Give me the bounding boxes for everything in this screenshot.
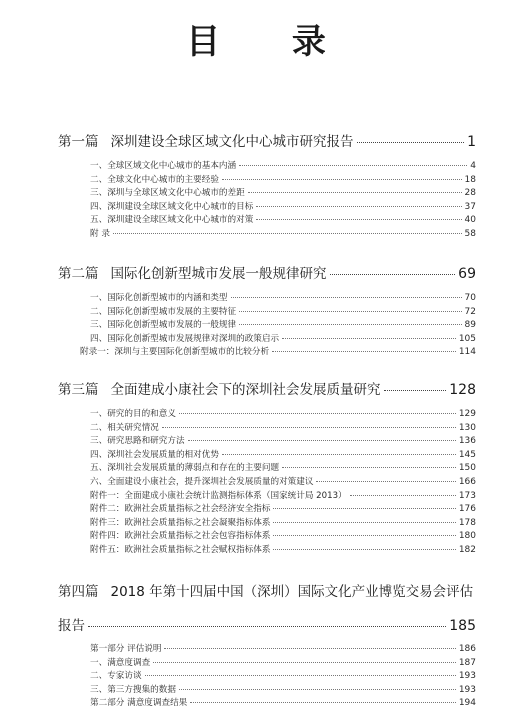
toc-entry[interactable] (58, 475, 476, 489)
toc-entry[interactable] (58, 318, 476, 332)
section-number: 第三篇 (58, 382, 99, 398)
section-page: 69 (458, 266, 476, 282)
section-page: 128 (449, 382, 476, 398)
section-page: 185 (449, 618, 476, 634)
dot-leader (164, 648, 455, 649)
toc-section-1 (58, 130, 476, 241)
section-title: 全面建成小康社会下的深圳社会发展质量研究 (110, 382, 381, 398)
entry-label: 六、全面建设小康社会，提升深圳社会发展质量的对策建议 (90, 476, 314, 487)
toc-section-2 (58, 262, 476, 359)
entry-label: 五、深圳社会发展质量的薄弱点和存在的主要问题 (90, 463, 280, 474)
dot-leader (222, 454, 456, 455)
dot-leader (273, 549, 455, 550)
entry-page: 186 (458, 644, 476, 654)
entry-page: 114 (458, 347, 476, 358)
toc-entry[interactable] (58, 407, 476, 421)
entry-page: 187 (458, 657, 476, 668)
entry-label: 二、相关研究情况 (90, 422, 159, 433)
entry-label: 附 录 (90, 228, 110, 239)
dot-leader (190, 702, 456, 703)
entry-page: 28 (464, 188, 476, 199)
entry-label: 四、国际化创新型城市发展规律对深圳的政策启示 (90, 333, 280, 344)
dot-leader (316, 481, 455, 482)
section-number: 第一篇 (58, 134, 99, 150)
dot-leader (273, 535, 455, 536)
toc-entry[interactable] (58, 516, 476, 530)
dot-leader (282, 467, 456, 468)
entry-page: 145 (458, 449, 476, 460)
section-number: 第四篇 (58, 584, 99, 600)
section-title: 国际化创新型城市发展一般规律研究 (110, 266, 327, 282)
dot-leader (113, 233, 462, 234)
entry-page: 129 (458, 409, 476, 419)
entry-label: 四、深圳建设全球区域文化中心城市的目标 (90, 201, 254, 212)
entry-page: 18 (464, 174, 476, 185)
section-title-line1: 2018 年第十四届中国（深圳）国际文化产业博览交易会评估 (110, 584, 474, 600)
entry-label: 附录一：深圳与主要国际化创新型城市的比较分析 (80, 347, 270, 358)
entry-page: 180 (458, 531, 476, 542)
dot-leader (239, 311, 461, 312)
dot-leader (256, 206, 461, 207)
entry-page: 72 (464, 306, 476, 317)
entry-label: 一、研究的目的和意义 (90, 409, 176, 419)
toc-entry[interactable] (58, 200, 476, 214)
entry-label: 附件二：欧洲社会质量指标之社会经济安全指标 (90, 504, 271, 515)
toc-entry[interactable] (58, 159, 476, 173)
entry-page: 150 (458, 463, 476, 474)
entry-page: 178 (458, 517, 476, 528)
dot-leader (179, 413, 456, 414)
toc-entry[interactable] (58, 489, 476, 503)
entry-page: 193 (458, 684, 476, 695)
toc-section-4 (58, 580, 476, 710)
entry-page: 193 (458, 671, 476, 682)
entry-page: 40 (464, 215, 476, 226)
dot-leader (330, 274, 456, 275)
entry-page: 37 (464, 201, 476, 212)
entry-page: 176 (458, 504, 476, 515)
dot-leader (272, 351, 456, 352)
entry-page: 136 (458, 436, 476, 447)
dot-leader (248, 192, 462, 193)
dot-leader (239, 324, 461, 325)
toc-entry[interactable] (58, 173, 476, 187)
toc-entry[interactable] (58, 305, 476, 319)
section-heading[interactable] (58, 130, 476, 150)
section-title-line2: 报告 (58, 618, 85, 634)
toc-entry[interactable] (58, 227, 476, 241)
toc-entry[interactable] (58, 669, 476, 683)
dot-leader (222, 179, 462, 180)
entry-page: 173 (458, 490, 476, 501)
section-title: 深圳建设全球区域文化中心城市研究报告 (110, 134, 354, 150)
dot-leader (273, 508, 455, 509)
toc-section-3 (58, 378, 476, 557)
section-heading[interactable] (58, 580, 476, 634)
entry-page: 130 (458, 422, 476, 433)
section-heading[interactable] (58, 262, 476, 282)
dot-leader (179, 689, 456, 690)
toc-entry[interactable] (58, 642, 476, 656)
section-page: 1 (467, 134, 476, 150)
toc-entry[interactable] (58, 461, 476, 475)
toc-entry[interactable] (58, 656, 476, 670)
toc-entry[interactable] (58, 421, 476, 435)
dot-leader (384, 390, 447, 391)
entry-label: 附件一：全面建成小康社会统计监测指标体系（国家统计局 2013） (90, 490, 347, 501)
dot-leader (231, 297, 462, 298)
toc-entry[interactable] (58, 448, 476, 462)
dot-leader (145, 675, 456, 676)
entry-page: 4 (470, 161, 476, 171)
toc-entry[interactable] (58, 186, 476, 200)
entry-label: 二、全球文化中心城市的主要经验 (90, 174, 219, 185)
entry-page: 70 (464, 293, 476, 303)
entry-page: 182 (458, 544, 476, 555)
toc-entry[interactable] (58, 332, 476, 346)
dot-leader (357, 142, 465, 143)
entry-label: 第一部分 评估说明 (90, 644, 162, 654)
toc-entry[interactable] (58, 696, 476, 710)
entry-page: 194 (458, 698, 476, 709)
entry-page: 105 (458, 333, 476, 344)
entry-label: 四、深圳社会发展质量的相对优势 (90, 449, 219, 460)
dot-leader (88, 626, 446, 627)
entry-label: 一、全球区域文化中心城市的基本内涵 (90, 161, 237, 171)
toc-entry[interactable] (58, 434, 476, 448)
toc-entry[interactable] (58, 291, 476, 305)
dot-leader (273, 522, 455, 523)
entry-label: 第二部分 满意度调查结果 (90, 698, 188, 709)
entry-label: 一、满意度调查 (90, 657, 151, 668)
toc-entry[interactable] (58, 502, 476, 516)
dot-leader (282, 338, 456, 339)
dot-leader (350, 495, 456, 496)
entry-label: 五、深圳建设全球区域文化中心城市的对策 (90, 215, 254, 226)
entry-page: 58 (464, 228, 476, 239)
entry-page: 166 (458, 476, 476, 487)
toc-entry[interactable] (58, 683, 476, 697)
section-heading[interactable] (58, 378, 476, 398)
entry-label: 二、国际化创新型城市发展的主要特征 (90, 306, 237, 317)
toc-entry[interactable] (58, 543, 476, 557)
entry-label: 三、国际化创新型城市发展的一般规律 (90, 320, 237, 331)
page-title: 目 录 (186, 22, 356, 62)
toc-entry[interactable] (58, 345, 476, 359)
entry-label: 附件四：欧洲社会质量指标之社会包容指标体系 (90, 531, 271, 542)
entry-label: 附件三：欧洲社会质量指标之社会凝聚指标体系 (90, 517, 271, 528)
section-number: 第二篇 (58, 266, 99, 282)
entry-label: 附件五：欧洲社会质量指标之社会赋权指标体系 (90, 544, 271, 555)
entry-label: 二、专家访谈 (90, 671, 142, 682)
dot-leader (239, 165, 467, 166)
entry-label: 三、第三方搜集的数据 (90, 684, 176, 695)
entry-label: 三、研究思路和研究方法 (90, 436, 185, 447)
toc-entry[interactable] (58, 213, 476, 227)
entry-label: 一、国际化创新型城市的内涵和类型 (90, 293, 228, 303)
dot-leader (153, 662, 456, 663)
dot-leader (256, 219, 461, 220)
dot-leader (188, 440, 456, 441)
entry-page: 89 (464, 320, 476, 331)
entry-label: 三、深圳与全球区域文化中心城市的差距 (90, 188, 245, 199)
toc-entry[interactable] (58, 529, 476, 543)
dot-leader (162, 427, 456, 428)
